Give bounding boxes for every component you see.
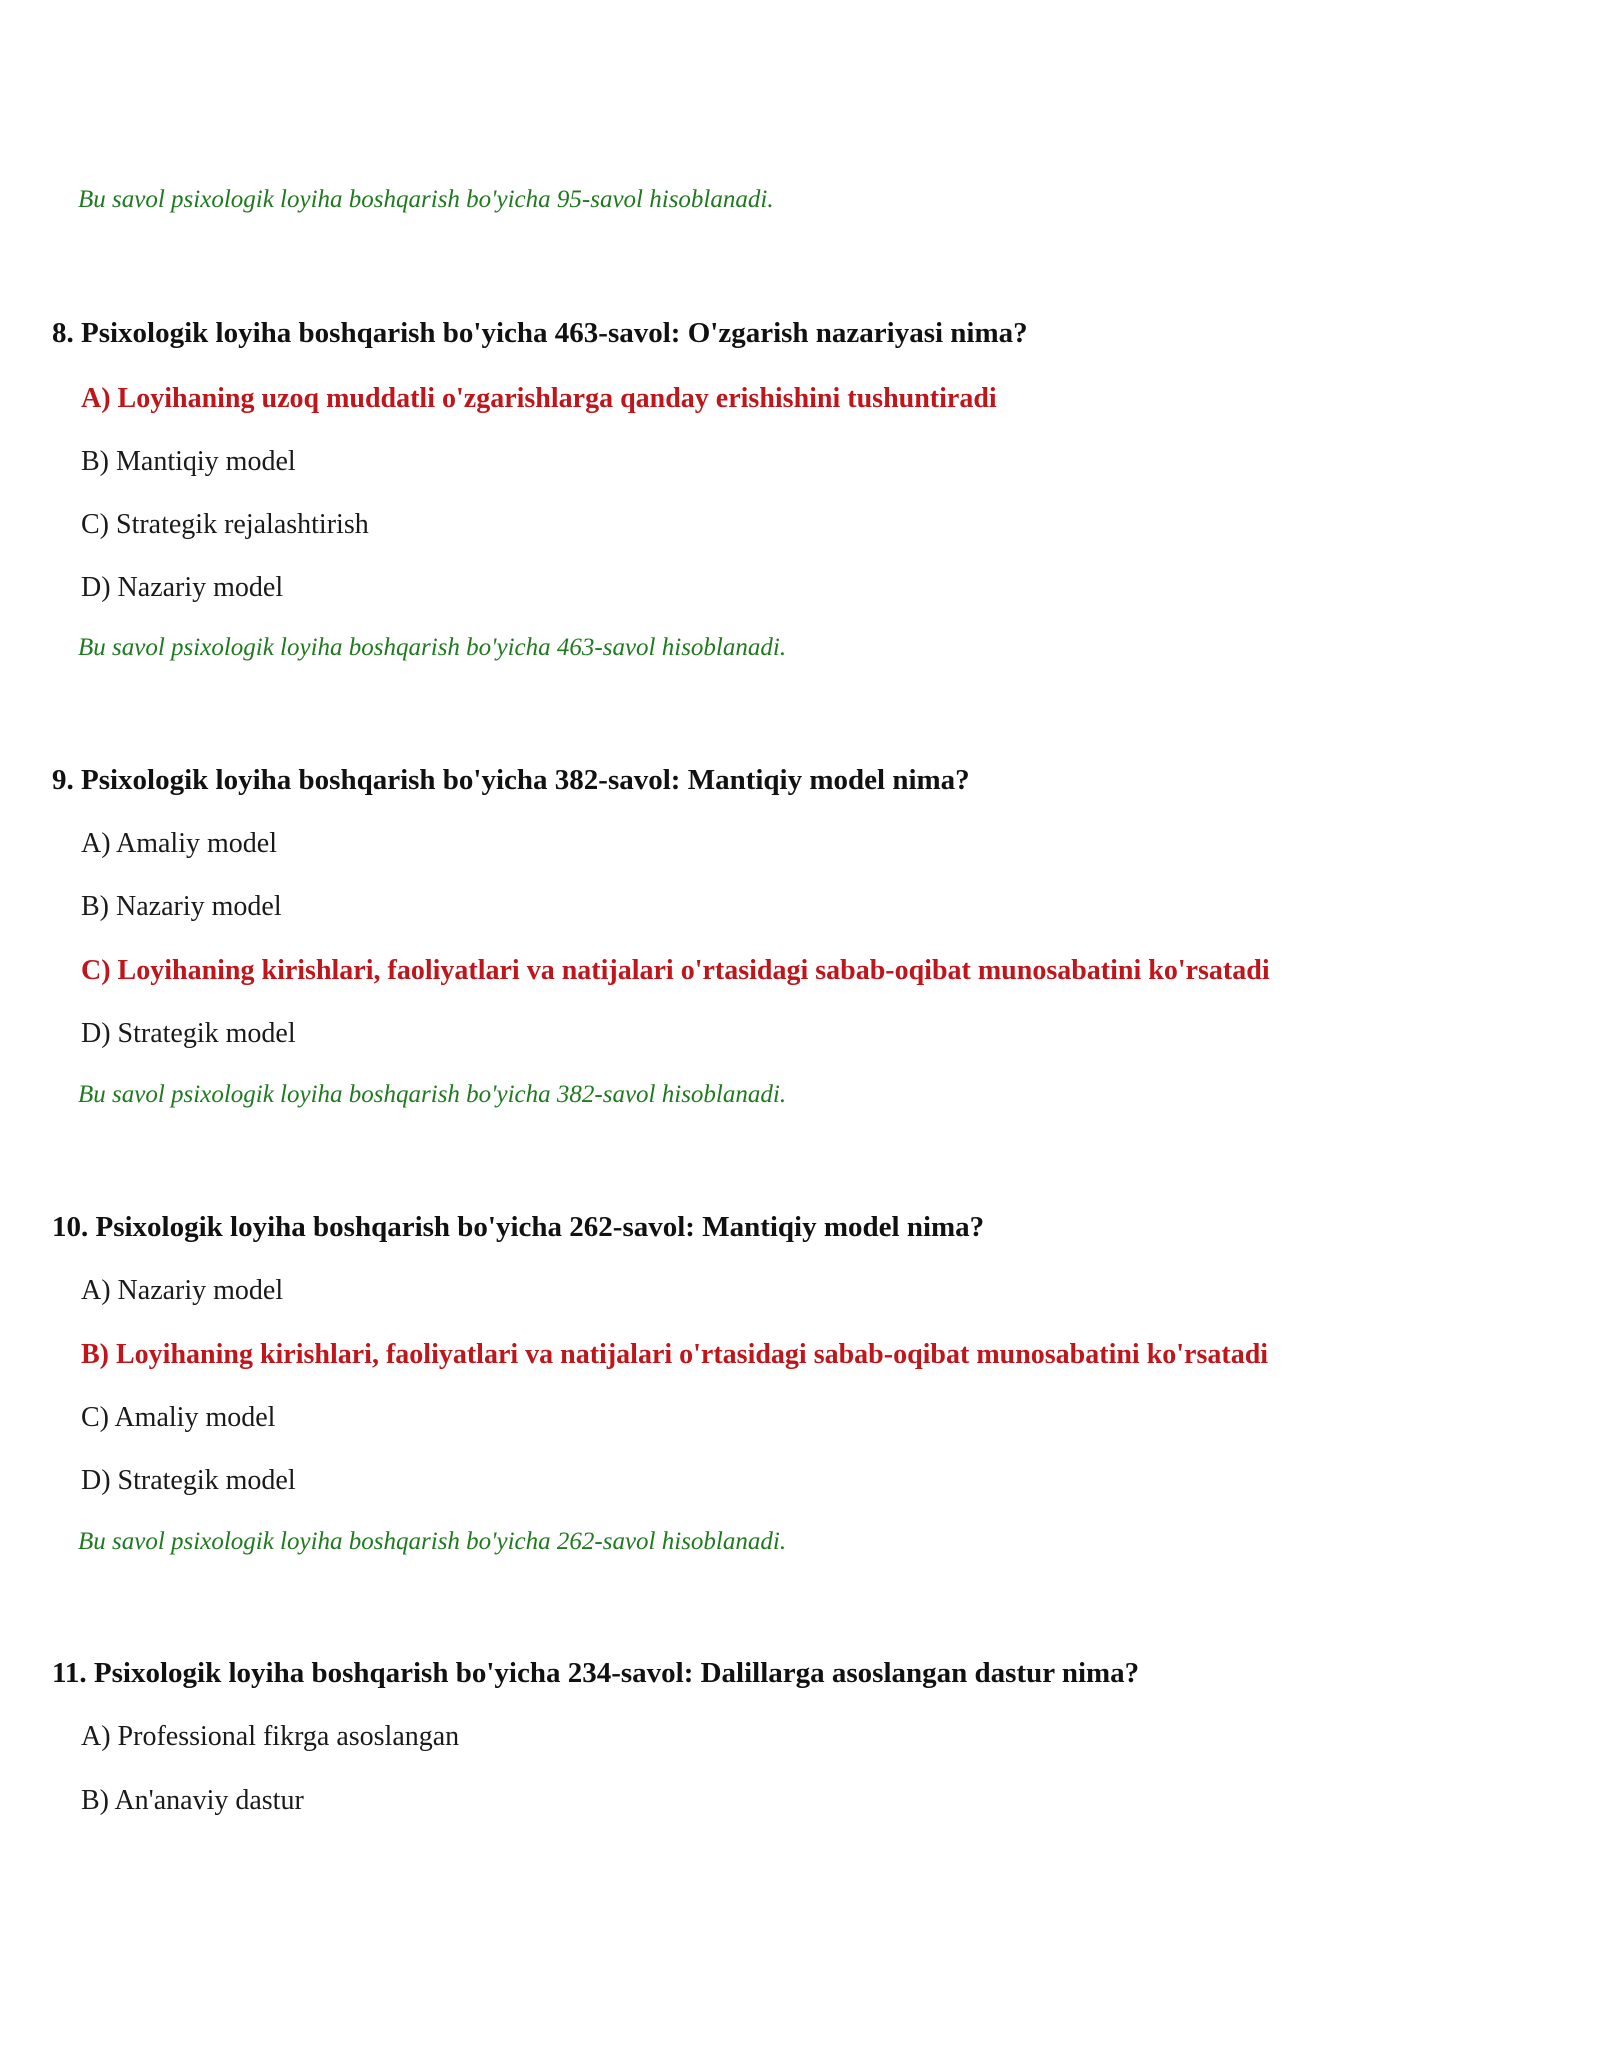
question-11-option-b: B) An'anaviy dastur	[81, 1785, 304, 1816]
question-title-9: 9. Psixologik loyiha boshqarish bo'yicha 382-savol: Mantiqiy model nima?	[52, 764, 970, 796]
question-8-option-d: D) Nazariy model	[81, 572, 284, 603]
question-10-option-d: D) Strategik model	[81, 1465, 296, 1496]
question-title-8: 8. Psixologik loyiha boshqarish bo'yicha 463-savol: O'zgarish nazariyasi nima?	[52, 317, 1028, 349]
question-note-intro: Bu savol psixologik loyiha boshqarish bo'yicha 95-savol hisoblanadi.	[78, 186, 774, 213]
question-8-option-a: A) Loyihaning uzoq muddatli o'zgarishlarga qanday erishishini tushuntiradi	[81, 383, 997, 414]
question-9-option-c: C) Loyihaning kirishlari, faoliyatlari va natijalari o'rtasidagi sabab-oqibat munosabatini ko'rsatadi	[81, 955, 1270, 986]
question-10-option-b: B) Loyihaning kirishlari, faoliyatlari va natijalari o'rtasidagi sabab-oqibat munosabatini ko'rsatadi	[81, 1339, 1269, 1370]
question-9-option-d: D) Strategik model	[81, 1018, 296, 1049]
question-8-option-b: B) Mantiqiy model	[81, 446, 296, 477]
question-title-11: 11. Psixologik loyiha boshqarish bo'yicha 234-savol: Dalillarga asoslangan dastur nima?	[52, 1657, 1140, 1689]
question-11-option-a: A) Professional fikrga asoslangan	[81, 1721, 460, 1752]
question-9-option-a: A) Amaliy model	[81, 828, 277, 859]
question-10-option-a: A) Nazariy model	[81, 1275, 284, 1306]
question-10-option-c: C) Amaliy model	[81, 1402, 276, 1433]
question-8-option-c: C) Strategik rejalashtirish	[81, 509, 369, 540]
question-note-9: Bu savol psixologik loyiha boshqarish bo'yicha 382-savol hisoblanadi.	[78, 1081, 787, 1108]
question-note-8: Bu savol psixologik loyiha boshqarish bo'yicha 463-savol hisoblanadi.	[78, 634, 787, 661]
question-9-option-b: B) Nazariy model	[81, 891, 282, 922]
question-note-10: Bu savol psixologik loyiha boshqarish bo'yicha 262-savol hisoblanadi.	[78, 1528, 787, 1555]
question-title-10: 10. Psixologik loyiha boshqarish bo'yicha 262-savol: Mantiqiy model nima?	[52, 1211, 985, 1243]
